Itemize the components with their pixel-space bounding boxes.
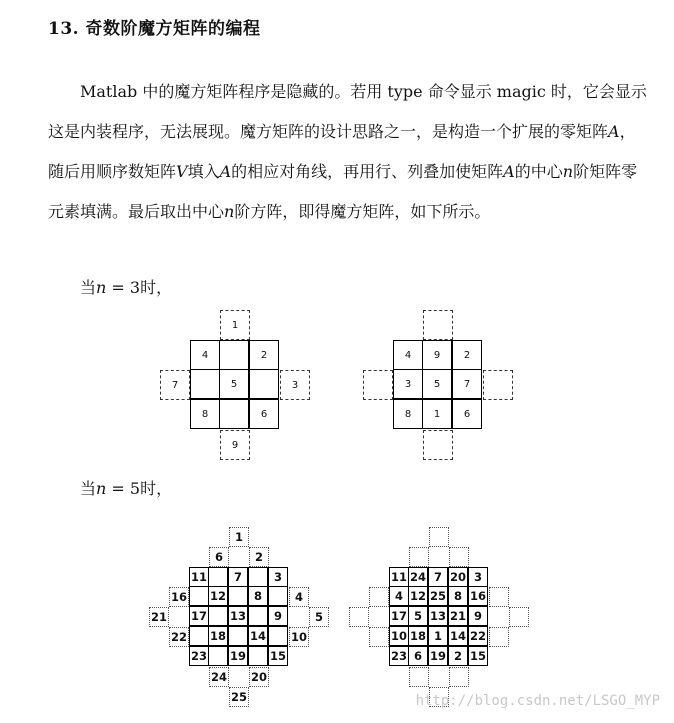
matrix-cell: 14 [248, 626, 268, 646]
extension-cell: 7 [160, 370, 190, 400]
matrix-cell: 9 [468, 606, 488, 626]
matrix-cell: 18 [408, 626, 428, 646]
matrix-cell: 5 [422, 369, 452, 399]
extension-cell [409, 667, 429, 687]
matrix-cell: 23 [389, 646, 409, 666]
extension-cell [449, 547, 469, 567]
extension-cell [489, 587, 509, 607]
matrix-cell [248, 646, 268, 666]
matrix-cell: 23 [189, 646, 209, 666]
matrix-cell: 2 [249, 340, 279, 370]
math-symbol: V [176, 162, 188, 181]
matrix-cell: 4 [190, 340, 220, 370]
math-symbol: n [562, 162, 574, 181]
math-symbol: A [503, 162, 515, 181]
extension-cell: 25 [229, 687, 249, 707]
extension-cell [509, 607, 529, 627]
matrix-cell [268, 586, 288, 606]
matrix-cell: 9 [268, 606, 288, 626]
matrix-cell [228, 626, 248, 646]
extension-cell: 5 [309, 607, 329, 627]
extension-cell [363, 370, 393, 400]
extension-cell: 1 [220, 310, 250, 340]
matrix-cell: 25 [428, 586, 448, 606]
matrix-cell: 18 [208, 626, 228, 646]
math-symbol: A [608, 122, 620, 141]
matrix-cell: 8 [393, 399, 423, 429]
matrix-cell: 15 [268, 646, 288, 666]
matrix-cell [189, 626, 209, 646]
paragraph-text: 填入 [187, 162, 220, 181]
extension-cell [369, 587, 389, 607]
paragraph-text: ，随后用顺序数矩阵 [48, 122, 636, 181]
caption-n3 [80, 275, 172, 298]
matrix-cell: 12 [408, 586, 428, 606]
matrix-cell: 15 [468, 646, 488, 666]
matrix-cell: 11 [189, 567, 209, 587]
matrix-cell: 20 [448, 567, 468, 587]
matrix-cell: 8 [190, 399, 220, 429]
math-symbol: A [219, 162, 232, 181]
extension-cell: 20 [249, 667, 269, 687]
extension-cell [423, 310, 453, 340]
matrix-cell: 7 [428, 567, 448, 587]
matrix-cell: 7 [452, 369, 482, 399]
matrix-cell: 8 [448, 586, 468, 606]
matrix-cell: 1 [422, 399, 452, 429]
paragraph-text: 的中心 [514, 162, 563, 181]
extension-cell [409, 547, 429, 567]
matrix-cell: 3 [268, 567, 288, 587]
matrix-cell: 3 [393, 369, 423, 399]
matrix-cell: 13 [428, 606, 448, 626]
body-paragraph [48, 72, 648, 232]
extension-cell: 21 [149, 607, 169, 627]
matrix-cell: 6 [408, 646, 428, 666]
matrix-cell: 5 [408, 606, 428, 626]
math-symbol: n [224, 202, 235, 221]
extension-cell: 2 [249, 547, 269, 567]
matrix-cell [249, 369, 279, 399]
matrix-cell: 4 [393, 340, 423, 370]
matrix-cell [208, 646, 228, 666]
matrix-cell: 12 [208, 586, 228, 606]
matrix-cell: 2 [452, 340, 482, 370]
extension-cell: 6 [209, 547, 229, 567]
extension-cell [423, 430, 453, 460]
matrix-cell [228, 586, 248, 606]
matrix-cell: 2 [448, 646, 468, 666]
matrix-cell [248, 567, 268, 587]
extension-cell: 16 [169, 587, 189, 607]
caption-eq: = 5时， [106, 479, 173, 498]
paragraph-text: 阶方阵，即得魔方矩阵，如下所示。 [234, 202, 491, 221]
caption-prefix: 当 [80, 479, 97, 498]
paragraph-text: 的相应对角线，再用行、列叠加使矩阵 [231, 162, 504, 181]
matrix-cell [208, 606, 228, 626]
paragraph-text: 阶矩阵零元素填满。最后取出中心 [48, 162, 638, 221]
matrix-cell: 22 [468, 626, 488, 646]
caption-eq: = 3时， [106, 278, 173, 297]
caption-prefix: 当 [80, 278, 97, 297]
extension-cell: 10 [289, 627, 309, 647]
extension-cell: 4 [289, 587, 309, 607]
extension-cell [449, 667, 469, 687]
matrix-cell [189, 586, 209, 606]
matrix-cell: 10 [389, 626, 409, 646]
extension-cell [489, 627, 509, 647]
extension-cell: 3 [280, 370, 310, 400]
extension-cell [483, 370, 513, 400]
extension-cell: 22 [169, 627, 189, 647]
matrix-cell: 17 [389, 606, 409, 626]
matrix-cell: 5 [219, 369, 249, 399]
matrix-cell: 19 [228, 646, 248, 666]
matrix-cell: 9 [422, 340, 452, 370]
matrix-cell: 24 [408, 567, 428, 587]
matrix-cell [190, 369, 220, 399]
extension-cell [349, 607, 369, 627]
matrix-cell: 4 [389, 586, 409, 606]
extension-cell [369, 627, 389, 647]
watermark-url: http://blog.csdn.net/LSGO_MYP [415, 693, 660, 709]
matrix-cell [219, 399, 249, 429]
matrix-cell [268, 626, 288, 646]
section-heading: 13. 奇数阶魔方矩阵的编程 [48, 19, 261, 39]
matrix-cell: 6 [452, 399, 482, 429]
extension-cell [429, 527, 449, 547]
matrix-cell: 6 [249, 399, 279, 429]
matrix-cell: 8 [248, 586, 268, 606]
matrix-cell [248, 606, 268, 626]
matrix-cell: 17 [189, 606, 209, 626]
paragraph-text: Matlab 中的魔方矩阵程序是隐藏的。若用 type 命令显示 magic 时，它会显示这是内装程序，无法展现。魔方矩阵的设计思路之一，是构造一个扩展的零矩阵 [48, 82, 647, 141]
extension-cell: 24 [209, 667, 229, 687]
matrix-cell: 16 [468, 586, 488, 606]
matrix-cell: 1 [428, 626, 448, 646]
matrix-cell: 19 [428, 646, 448, 666]
caption-var: n [96, 278, 107, 297]
matrix-cell: 13 [228, 606, 248, 626]
matrix-cell [219, 340, 249, 370]
matrix-cell: 14 [448, 626, 468, 646]
matrix-cell: 21 [448, 606, 468, 626]
matrix-cell [208, 567, 228, 587]
caption-var: n [96, 479, 107, 498]
matrix-cell: 7 [228, 567, 248, 587]
matrix-cell: 11 [389, 567, 409, 587]
caption-n5 [80, 476, 172, 499]
matrix-cell: 3 [468, 567, 488, 587]
extension-cell: 1 [229, 527, 249, 547]
extension-cell: 9 [220, 430, 250, 460]
